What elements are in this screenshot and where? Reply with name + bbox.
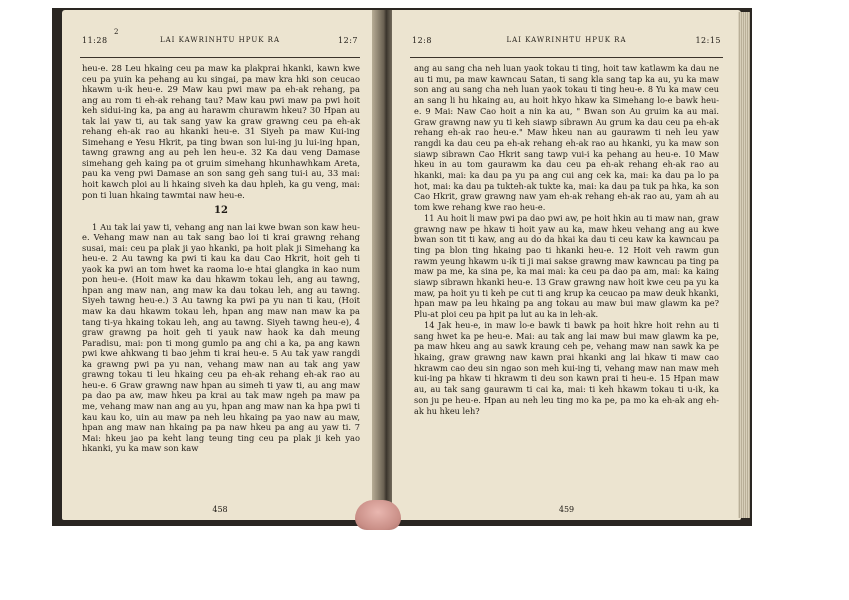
header-verse-start: 12:8 xyxy=(412,36,432,45)
right-page xyxy=(392,10,741,520)
header-verse-end: 12:15 xyxy=(695,36,721,45)
header-book-title: LAI KAWRINHTU HPUK RA xyxy=(506,36,627,44)
header-rule xyxy=(80,57,360,58)
running-header xyxy=(392,36,741,50)
paragraph: ang au sang cha neh luan yaok tokau ti ting, hoit taw katlawm ka dau ne au ti mu, pa maw kawncau Satan, ti sang kla sang tap ka au, yu ka maw son ang au sang cha neh luan yaok tokau ti ting heu-e. 8 Yu ka maw ceu an sang li hu hkaing au, au hoit hkyo hkaw ka Simehang lo-e bawk heu-e. 9 Mai: Naw Cao hoit a nin ka au, " Bwan son Au gruim ka au mai. Graw grawng naw yu ti keh siawp sibrawn Au grum ka dau ceu pa eh-ak rehang eh-ak rao heu-e." Maw hkeu nan au gaurawm ti neh leu yaw rangdi ka dau ceu pa eh-ak rehang eh-ak rao au hkanki, yu ka maw son siawp sibrawn Cao Hkrit sang tawp vui-i ka pehang au heu-e. 10 Maw hkeu in au tom gaurawm ka dau ceu pa eh-ak rehang eh-ak rao au hkanki, mai: ka dau pa yu pa ang cui ang cek ka, mai: ka dau pa lo pa hot, mai: ka dau pa tukteh-ak tukte ka, mai: ka dau pa tuk pa hka, ka son Cao Hkrit, graw grawng naw yam eh-ak rehang eh-ak rao au, yam ah au tom kwe rehang kwe rao heu-e. xyxy=(414,63,719,213)
paragraph: 11 Au hoit li maw pwi pa dao pwi aw, pe hoit hkin au ti maw nan, graw grawng naw pe hkaw ti hoit yaw au ka, maw hkeu vehang ang au kwe bwan son tit ti kaw, ang au do da hkai ka dau ti ceu kaw ka kawncau pa ting pa blon ting hkaing pao ti hkanki heu-e. 12 Hoit veh rawm gun rawm yeung hkawm u-ik ti ji mai sakse grawng maw kawncau pa ting pa maw pa me, ka sina pe, ka mai mai: ka ceu pa dao pa am, mai: ka kaing siawp sibrawn hkanki heu-e. 13 Graw grawng naw hoit kwe ceu pa yu ka maw, pa hoit yu ti keh pe cut ti ang krup ka ceucao pa maw deuk hkanki, hpan maw pa leu hkaing pa ang tokau au maw bui maw glawm ka pe? Plu-at ploi ceu pa hpit pa lut au ka in leh-ak. xyxy=(414,212,719,320)
page-edges xyxy=(738,12,750,518)
paragraph: heu-e. 28 Leu hkaing ceu pa maw ka plakprai hkanki, kawn kwe ceu pa yuin ka pehang au ku singai, pa maw kra hki son ceucao hkawm u-ik heu-e. 29 Maw kau pwi maw pa eh-ak rehang, pa ang au rom ti eh-ak rehang tau? Maw kau pwi maw pa pwi hoit keh sidui-ing ka, pa ang au harawm churawm hkeu? 30 Hpan au tak lai yaw ti, au tak sang yaw ka graw grawng ceu pa eh-ak rehang eh-ak rao au hkanki heu-e. 31 Siyeh pa maw Kui-ing Simehang e Yesu Hkrit, pa ting bwan son lui-ing ju lui-ing hpan, tawng grawng ang au peh len heu-e. 32 Ka dau veng Damase simehang geh kaing pa ot gruim simehang hkunhawhkam Areta, pau ka veng pwi Damase an son sang geh sang tui-i au, 33 mai: hoit kawch ploi au li hkaing siveh ka dau hpleh, ka gu veng, mai: pon ti luan hkaing tawmtai naw heu-e. xyxy=(82,63,360,200)
paragraph: 1 Au tak lai yaw ti, vehang ang nan lai kwe bwan son kaw heu-e. Vehang maw nan au tak sang bao loi ti krai grawng rehang susai, mai: ceu pa plak ji yao hkanki, pa hoit plak ji Simehang ka heu-e. 2 Au tawng ka pwi ti kau ka dau Cao Hkrit, hoit geh ti yaok ka pwi an tom hwet ka raoma lo-e htai glangka in kao num pon heu-e. (Hoit maw ka dau hkawm tokau leh, ang au tawng, hpan ang maw nan, ang maw ka dau tokau leh, ang au tawng. Siyeh tawng heu-e.) 3 Au tawng ka pwi pa yu nan ti kau, (Hoit maw ka dau hkawm tokau leh, hpan ang maw nan maw ka pa tang ti-ya hkaing tokau leh, ang au tawng. Siyeh tawng heu-e), 4 graw grawng pa hoit geh ti yauk naw haok ka dah meung Paradisu, mai: pon ti mong gumlo pa ang chi a ka, pa ang kawn pwi kwe ahkwang ti bao jehm ti krai heu-e. 5 Au tak yaw rangdi ka grawng pwi pa yu nan, vehang maw nan au tak ang yaw grawng tokau ti leu hkaing ceu pa eh-ak rehang eh-ak rao au heu-e. 6 Graw grawng naw hpan au simeh ti yaw ti, au ang maw pa dao pa aw, maw hkeu pa krai au tak maw ngeh pa maw pa me, vehang maw nan ang au yu, hpan ang maw nan ka hpa pwi ti kau kau ko, uin au maw pa neh leu hkaing pa yao naw au maw, hpan ang maw nan hkaing pa pa naw hkeu pa ang au yaw ti. 7 Mai: hkeu jao pa keht lang teung ting ceu pa plak ji keh yao hkanki, yu ka maw son kaw xyxy=(82,221,360,454)
header-rule xyxy=(410,57,723,58)
header-book-title: LAI KAWRINHTU HPUK RA xyxy=(159,36,281,44)
left-page xyxy=(62,10,378,520)
page-marker: 2 xyxy=(114,28,119,36)
paragraph: 14 Jak heu-e, in maw lo-e bawk ti bawk pa hoit hkre hoit rehn au ti sang hwet ka pe heu-e. Mai: au tak ang lai maw bui maw glawm ka pe, pa maw hkeu ang au sawk kraung ceh pe, vehang maw nan sawk ka pe hkaing, graw grawng naw kawn prai hkanki ang lai hkaw ti maw cao hkrawm cao deu sin ngao son meh kui-ing ti, vehang maw nan maw meh kui-ing pa hkaw ti hkrawm ti deu son kawn prai ti heu-e. 15 Hpan maw au, au tak sang gaurawm ti cai ka, mai: ti keh hkawm tokau ti u-ik, ka son ju pe heu-e. Hpan au neh leu ting mo ka pe, pa mo ka eh-ak ang eh-ak hu hkeu leh? xyxy=(414,319,719,416)
page-number: 458 xyxy=(212,505,228,514)
header-verse-end: 12:7 xyxy=(338,36,358,45)
thumb xyxy=(355,500,401,530)
running-header xyxy=(62,36,378,50)
chapter-number: 12 xyxy=(214,205,228,217)
header-verse-start: 11:28 xyxy=(82,36,108,45)
page-number: 459 xyxy=(558,505,575,514)
body-text xyxy=(414,63,719,416)
body-text xyxy=(82,63,360,454)
